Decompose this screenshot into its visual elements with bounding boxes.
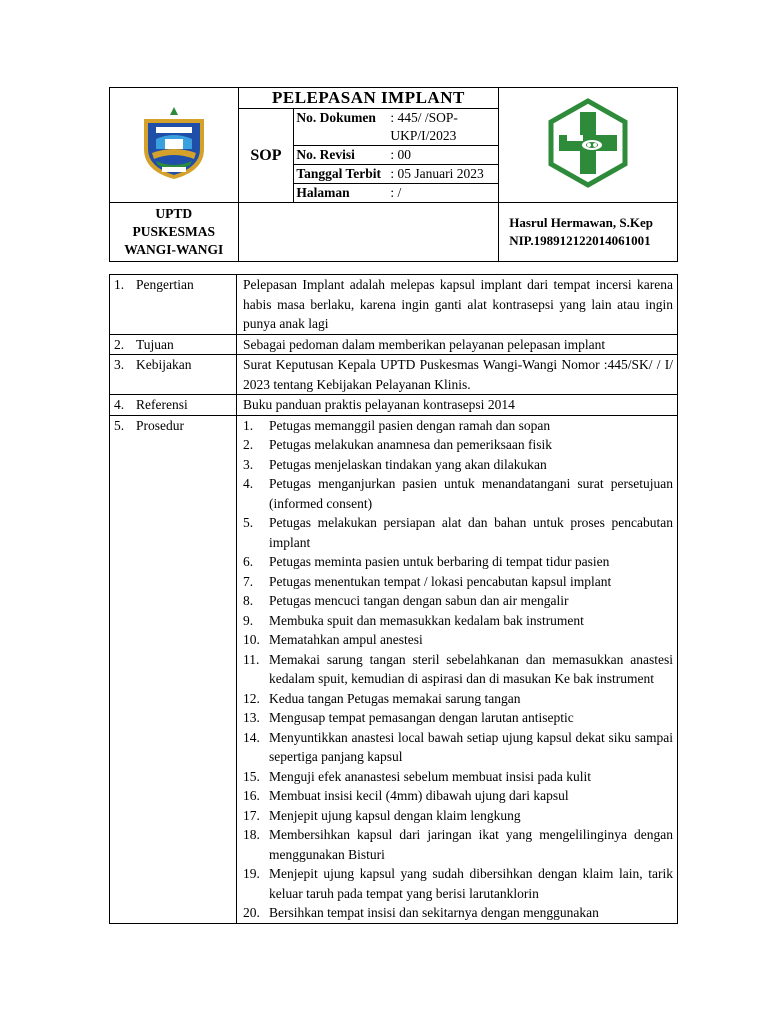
procedure-step (243, 552, 673, 572)
procedure-step (243, 728, 673, 767)
meta-val-document: : 445/ /SOP-UKP/I/2023 (390, 110, 458, 143)
signer-nip: NIP.198912122014061001 (509, 233, 651, 248)
procedure-step-number: 5. (243, 515, 254, 530)
procedure-step (243, 650, 673, 689)
procedure-step-number: 12. (243, 690, 260, 706)
section-label: 1. Pengertian (110, 275, 237, 335)
procedure-step-text: Mematahkan ampul anestesi (269, 632, 423, 647)
section-text: Pelepasan Implant adalah melepas kapsul implant dari tempat incersi karena habis masa berlaku, karena ingin ganti alat kontrasepsi yang lain atau ingin punya anak lagi (237, 275, 678, 335)
procedure-step-text: Kedua tangan Petugas memakai sarung tangan (269, 690, 521, 706)
section-text: Buku panduan praktis pelayanan kontrasepsi 2014 (237, 395, 678, 416)
procedure-step-text: Menjepit ujung kapsul yang sudah dibersihkan dengan klaim lain, tarik keluar taruh pada tempat yang berisi larutanklorin (269, 866, 673, 901)
org-line-2: PUSKESMAS (132, 224, 216, 239)
procedure-step (243, 416, 673, 436)
procedure-step-text: Menguji efek ananastesi sebelum membuat insisi pada kulit (269, 768, 592, 784)
section-row (110, 355, 678, 395)
document-header (109, 87, 678, 262)
procedure-step-number: 17. (243, 807, 260, 823)
puskesmas-logo-cell (499, 88, 678, 203)
section-label: 3. Kebijakan (110, 355, 237, 395)
signer-name: Hasrul Hermawan, S.Kep (509, 215, 653, 230)
blank-cell (238, 203, 499, 262)
procedure-step (243, 825, 673, 864)
procedure-step-number: 14. (243, 729, 260, 745)
org-line-3: WANGI-WANGI (124, 242, 224, 257)
org-line-1: UPTD (155, 206, 193, 221)
procedure-step-text: Menyuntikkan anastesi local bawah setiap ujung kapsul dekat siku sampai sepertiga panjang kapsul (269, 729, 673, 764)
meta-key-document: No. Dokumen (296, 110, 376, 125)
procedure-step-number: 16. (243, 788, 260, 803)
meta-row-date (294, 165, 498, 184)
meta-row-document (294, 109, 498, 146)
procedure-step-text: Petugas meminta pasien untuk berbaring di tempat tidur pasien (269, 554, 610, 569)
procedure-step-number: 20. (243, 905, 260, 920)
procedure-step-number: 3. (243, 456, 254, 472)
procedure-step (243, 572, 673, 592)
procedure-step (243, 611, 673, 631)
procedure-step-text: Menjepit ujung kapsul dengan klaim lengkung (269, 807, 521, 823)
document-meta (294, 109, 499, 203)
section-row (110, 275, 678, 335)
section-row (110, 334, 678, 355)
procedure-step (243, 903, 673, 923)
meta-val-revision: : 00 (390, 147, 411, 162)
procedure-step-text: Petugas melakukan persiapan alat dan bahan untuk proses pencabutan implant (269, 515, 673, 550)
regency-emblem-icon (138, 105, 210, 181)
procedure-step-text: Petugas menganjurkan pasien untuk menandatangani surat persetujuan (informed consent) (269, 476, 673, 511)
procedure-step (243, 591, 673, 611)
meta-row-page (294, 184, 498, 202)
procedure-step-text: Petugas melakukan anamnesa dan pemeriksaan fisik (269, 437, 553, 452)
meta-key-page: Halaman (296, 185, 350, 200)
procedure-step-text: Bersihkan tempat insisi dan sekitarnya dengan menggunakan (269, 905, 599, 920)
procedure-step-text: Petugas menentukan tempat / lokasi pencabutan kapsul implant (269, 573, 612, 589)
procedure-step-number: 2. (243, 437, 254, 452)
section-label: 4. Referensi (110, 395, 237, 416)
procedure-step (243, 689, 673, 709)
meta-val-date: : 05 Januari 2023 (390, 166, 484, 181)
procedure-step-text: Mengusap tempat pemasangan dengan larutan antiseptic (269, 710, 574, 725)
document-title: PELEPASAN IMPLANT (238, 88, 499, 109)
procedure-step-text: Membuat insisi kecil (4mm) dibawah ujung dari kapsul (269, 788, 569, 803)
procedure-step-text: Membuka spuit dan memasukkan kedalam bak instrument (269, 612, 584, 628)
section-row (110, 415, 678, 923)
procedure-step-number: 11. (243, 651, 260, 667)
section-label: 2. Tujuan (110, 334, 237, 355)
organization-name (110, 203, 239, 262)
procedure-step-number: 4. (243, 476, 254, 491)
meta-row-revision (294, 146, 498, 165)
section-text: Surat Keputusan Kepala UPTD Puskesmas Wangi-Wangi Nomor :445/SK/ / I/ 2023 tentang Kebijakan Pelayanan Klinis. (237, 355, 678, 395)
procedure-step-number: 8. (243, 593, 254, 608)
section-label: 5. Prosedur (110, 415, 237, 923)
procedure-step-number: 18. (243, 827, 260, 842)
meta-key-date: Tanggal Terbit (296, 166, 382, 181)
procedure-step-text: Petugas mencuci tangan dengan sabun dan air mengalir (269, 593, 569, 608)
procedure-step-text: Petugas memanggil pasien dengan ramah dan sopan (269, 417, 551, 433)
meta-val-page: : / (390, 185, 402, 200)
procedure-step (243, 435, 673, 455)
sop-label: SOP (238, 109, 294, 203)
procedure-step (243, 806, 673, 826)
procedure-step-number: 1. (243, 417, 254, 433)
section-text: Sebagai pedoman dalam memberikan pelayanan pelepasan implant (237, 334, 678, 355)
procedure-list (243, 416, 673, 923)
regency-logo-cell (110, 88, 239, 203)
procedure-step (243, 474, 673, 513)
procedure-step-number: 7. (243, 573, 254, 589)
procedure-step (243, 786, 673, 806)
signer-block (499, 203, 678, 262)
procedure-step-number: 15. (243, 768, 260, 784)
procedure-step (243, 708, 673, 728)
section-row (110, 395, 678, 416)
procedure-step-number: 13. (243, 710, 260, 725)
procedure-steps (237, 415, 678, 923)
procedure-step-number: 6. (243, 554, 254, 569)
procedure-step (243, 630, 673, 650)
procedure-step-number: 10. (243, 632, 260, 647)
procedure-step-number: 19. (243, 866, 260, 881)
puskesmas-logo-icon (545, 98, 631, 188)
meta-key-revision: No. Revisi (296, 147, 355, 162)
procedure-step (243, 513, 673, 552)
procedure-step (243, 767, 673, 787)
procedure-step-number: 9. (243, 612, 254, 628)
procedure-step-text: Petugas menjelaskan tindakan yang akan dilakukan (269, 456, 547, 472)
procedure-step (243, 864, 673, 903)
procedure-step (243, 455, 673, 475)
sop-content-table (109, 274, 678, 924)
procedure-step-text: Membersihkan kapsul dari jaringan ikat yang mengelilinginya dengan menggunakan Bisturi (269, 827, 673, 862)
procedure-step-text: Memakai sarung tangan steril sebelahkanan dan memasukkan anastesi kedalam spuit, kemudian di aspirasi dan di masukan Ke bak instrument (269, 651, 673, 686)
